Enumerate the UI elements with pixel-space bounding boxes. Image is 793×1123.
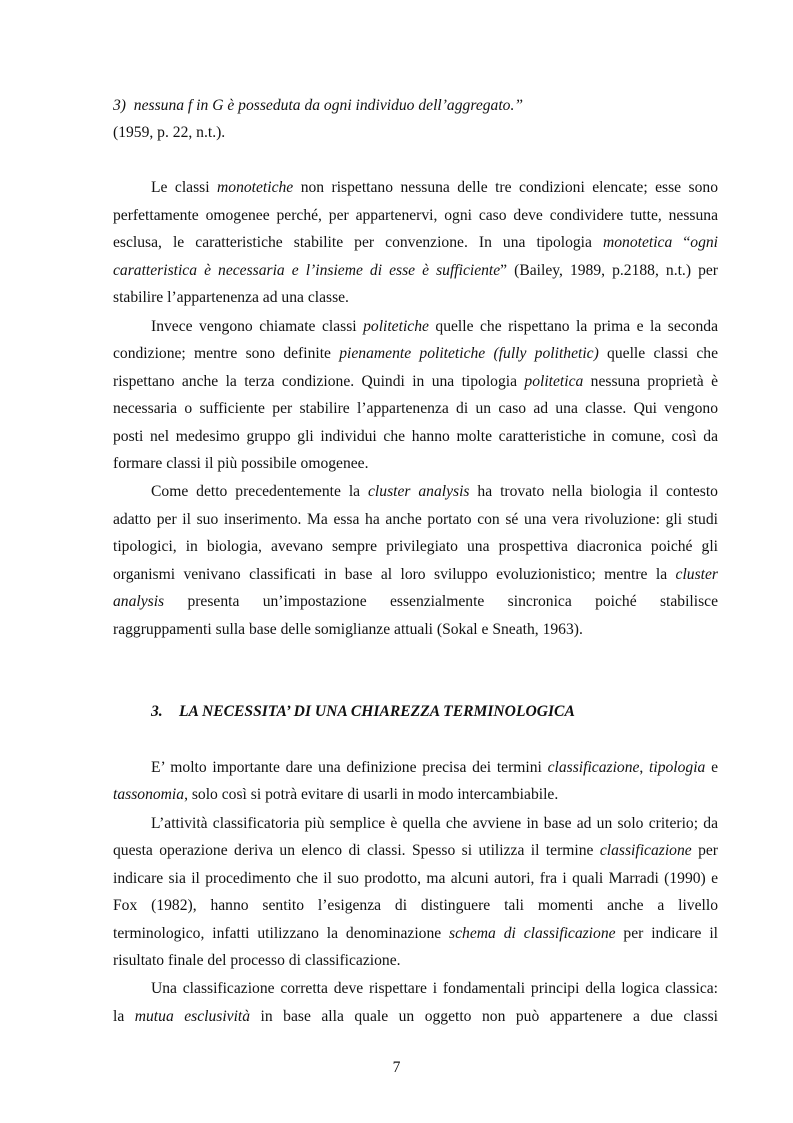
- paragraph-line: questa operazione deriva un elenco di classi. Spesso si utilizza il termine classificazione per: [113, 842, 718, 859]
- paragraph-line: caratteristica è necessaria e l’insieme di esse è sufficiente” (Bailey, 1989, p.2188, n.t.) per: [113, 262, 718, 279]
- paragraph-line: rispettano anche la terza condizione. Quindi in una tipologia politetica nessuna proprietà è: [113, 373, 718, 390]
- section-title: LA NECESSITA’ DI UNA CHIAREZZA TERMINOLOGICA: [179, 703, 575, 720]
- paragraph-line: perfettamente omogenee perché, per appartenervi, ogni caso deve condividere tutte, nessuna: [113, 207, 718, 224]
- paragraph-line: posti nel medesimo gruppo gli individui che hanno molte caratteristiche in comune, così da: [113, 428, 718, 445]
- paragraph-line: Come detto precedentemente la cluster analysis ha trovato nella biologia il contesto: [151, 483, 718, 500]
- section-number: 3.: [151, 703, 163, 720]
- paragraph-line: formare classi il più possibile omogenee.: [113, 455, 369, 472]
- paragraph-line: tassonomia, solo così si potrà evitare di usarli in modo intercambiabile.: [113, 786, 559, 803]
- paragraph-line: risultato finale del processo di classificazione.: [113, 952, 401, 969]
- paragraph-line: Una classificazione corretta deve rispettare i fondamentali principi della logica classica:: [151, 980, 718, 997]
- section-heading: [151, 702, 575, 722]
- paragraph-line: condizione; mentre sono definite pienamente politetiche (fully polithetic) quelle classi che: [113, 345, 719, 362]
- paragraph-line: necessaria o sufficiente per stabilire l’appartenenza di un caso ad una classe. Qui vengono: [113, 400, 718, 417]
- paragraph-line: indicare sia il procedimento che il suo prodotto, ma alcuni autori, fra i quali Marradi (1990) e: [113, 870, 718, 887]
- paragraph-line: analysis presenta un’impostazione essenzialmente sincronica poiché stabilisce: [113, 593, 718, 610]
- paragraph-line: Fox (1982), hanno sentito l’esigenza di distinguere tali momenti anche a livello: [113, 897, 718, 914]
- paragraph-line: organismi venivano classificati in base al loro sviluppo evoluzionistico; mentre la cluster: [113, 566, 718, 583]
- paragraph-line: esclusa, le caratteristiche stabilite per convenzione. In una tipologia monotetica “ogni: [113, 234, 718, 251]
- paragraph-line: Invece vengono chiamate classi politetiche quelle che rispettano la prima e la seconda: [151, 318, 718, 335]
- paragraph-line: tipologici, in biologia, avevano sempre privilegiato una prospettiva diacronica poiché gli: [113, 538, 718, 555]
- paragraph-line: E’ molto importante dare una definizione precisa dei termini classificazione, tipologia e: [151, 759, 718, 776]
- paragraph-line: Le classi monotetiche non rispettano nessuna delle tre condizioni elencate; esse sono: [151, 179, 718, 196]
- quote-line: 3) nessuna f in G è posseduta da ogni individuo dell’aggregato.”: [113, 97, 524, 114]
- paragraph-line: stabilire l’appartenenza ad una classe.: [113, 289, 349, 306]
- citation-line: (1959, p. 22, n.t.).: [113, 124, 226, 141]
- paragraph-line: terminologico, infatti utilizzano la denominazione schema di classificazione per indicare il: [113, 925, 718, 942]
- page-number: 7: [392, 1059, 401, 1076]
- paragraph-line: la mutua esclusività in base alla quale un oggetto non può appartenere a due classi: [113, 1008, 718, 1025]
- paragraph-line: raggruppamenti sulla base delle somiglianze attuali (Sokal e Sneath, 1963).: [113, 621, 583, 638]
- paragraph-line: adatto per il suo inserimento. Ma essa ha anche portato con sé una vera rivoluzione: gli studi: [113, 511, 718, 528]
- paragraph-line: L’attività classificatoria più semplice è quella che avviene in base ad un solo criterio; da: [151, 815, 718, 832]
